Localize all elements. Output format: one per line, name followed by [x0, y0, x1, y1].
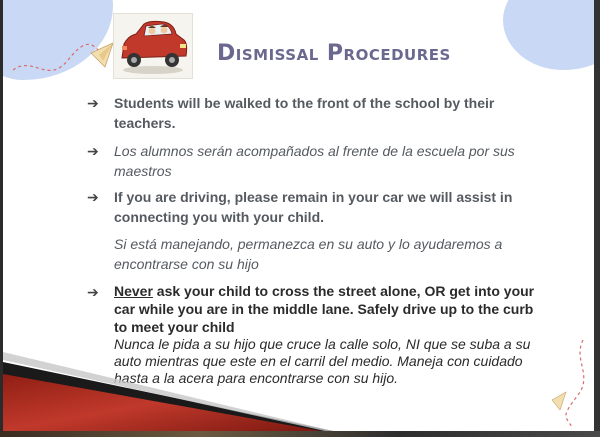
paper-plane-icon [13, 15, 123, 85]
bullet-3-spanish: Nunca le pida a su hijo que cruce la calle solo, NI que se suba a su auto mientras que este en el carril del medio. Maneja con cuidado hasta a la acera para encontrarse con su hijo. [114, 336, 531, 386]
bullet-3-english [114, 282, 544, 336]
page-title: Dismissal Procedures [217, 41, 451, 66]
taskbar-strip [0, 431, 600, 437]
bullet-1-english: Students will be walked to the front of the school by their teachers. [114, 95, 495, 131]
slide [3, 0, 594, 431]
car-illustration [113, 13, 193, 79]
bullet-2-spanish: Si está manejando, permanezca en su auto y lo ayudaremos a encontrarse con su hijo [114, 236, 503, 272]
decorative-swoosh [3, 330, 333, 431]
never-emphasis: Never [114, 283, 153, 299]
decorative-curve-bottom-right [548, 340, 594, 430]
bullet-1-spanish: Los alumnos serán acompañados al frente de la escuela por sus maestros [114, 143, 515, 179]
window-edge [594, 0, 600, 437]
bullet-3-english-rest: ask your child to cross the street alone, OR get into your car while you are in the middle lane. Safely drive up to the curb to meet your child [114, 283, 535, 335]
bullet-2-english: If you are driving, please remain in your car we will assist in connecting you with your child. [114, 189, 513, 225]
arrow-bullet-icon: ➔ [87, 284, 99, 300]
arrow-bullet-icon: ➔ [87, 95, 99, 111]
arrow-bullet-icon: ➔ [87, 143, 99, 159]
arrow-bullet-icon: ➔ [87, 189, 99, 205]
